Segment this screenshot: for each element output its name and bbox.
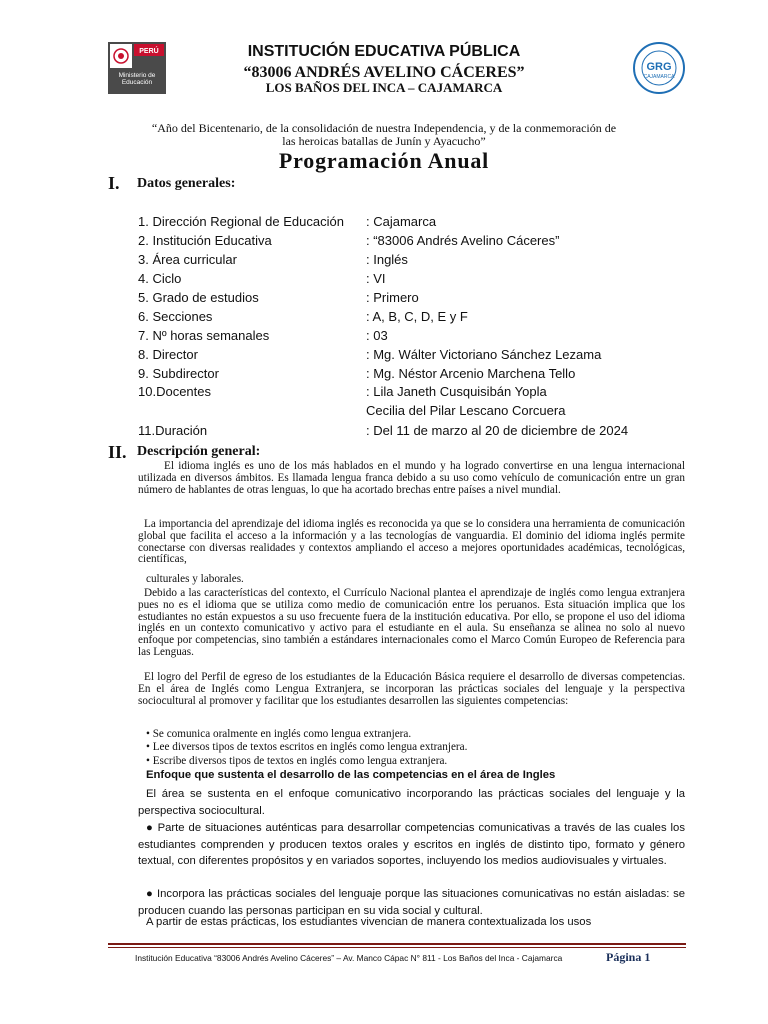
section2-title: Descripción general:	[137, 444, 261, 459]
section1-number: I.	[108, 173, 120, 193]
general-data-value: : Mg. Wálter Victoriano Sánchez Lezama	[366, 347, 602, 362]
general-data-value: : Inglés	[366, 252, 408, 267]
general-data-value: : A, B, C, D, E y F	[366, 309, 468, 324]
logo-grg-caption: CAJAMARCA	[643, 74, 675, 80]
description-paragraph-continuation: culturales y laborales.	[146, 573, 244, 585]
description-paragraph: El idioma inglés es uno de los más hablados en el mundo y ha logrado convertirse en una lengua internacional utilizada en diversos ámbitos. Es llamada lengua franca debido a su uso como vehículo de comunicación entre un gran número de hablantes de otras lenguas, lo que ha acortado brechas entre países a nivel mundial.	[138, 460, 685, 496]
section1-title: Datos generales:	[137, 176, 236, 191]
general-data-label: 1. Dirección Regional de Educación	[138, 214, 344, 229]
logo-ministry-text: Ministerio de Educación	[118, 72, 156, 86]
general-data-label: 2. Institución Educativa	[138, 233, 272, 248]
competency-item: • Se comunica oralmente en inglés como lengua extranjera.	[146, 728, 412, 740]
competency-item: • Lee diversos tipos de textos escritos en inglés como lengua extranjera.	[146, 741, 468, 753]
competency-item: • Escribe diversos tipos de textos en inglés como lengua extranjera.	[146, 755, 448, 767]
description-paragraph: Debido a las características del contexto, el Currículo Nacional plantea el aprendizaje de inglés como lengua extranjera pues no es el idioma que se utiliza como medio de comunicación entre los peruanos. Esta situación implica que los estudiantes no están expuestos a su uso frecuente fuera de la institución educativa. Por ello, se propone el uso del idioma inglés en un contexto comunicativo y activo para el estudiante en el aula. Su enseñanza se alinea no solo al nuevo enfoque por competencias, sino también a estándares internacionales como el Marco Común Europeo de Referencia para las Lenguas.	[138, 587, 685, 658]
general-data-value: : Del 11 de marzo al 20 de diciembre de 2024	[366, 423, 629, 438]
school-name: “83006 ANDRÉS AVELINO CÁCERES”	[243, 64, 525, 81]
logo-grg-text: GRG	[646, 61, 672, 73]
approach-paragraph: ● Parte de situaciones auténticas para desarrollar competencias comunicativas a través de las cuales los estudiantes comprenden y producen textos orales y escritos en inglés de distinto tipo, formato y género textual, con diferentes propósitos y en variados soportes, incluyendo los medios audiovisuales y virtuales.	[138, 822, 685, 867]
document-title: Programación Anual	[278, 148, 490, 173]
logo-country-text: PERÚ	[139, 48, 159, 55]
general-data-label: 11.Duración	[138, 423, 208, 438]
approach-paragraph: A partir de estas prácticas, los estudiantes vivencian de manera contextualizada los usos	[146, 916, 592, 928]
general-data-label: 3. Área curricular	[138, 252, 237, 267]
general-data-label: 8. Director	[138, 347, 198, 362]
general-data-value: : 03	[366, 328, 388, 343]
description-paragraph: La importancia del aprendizaje del idioma inglés es reconocida ya que se lo considera una herramienta de comunicación global que facilita el acceso a la información y a las tecnologías de vanguardia. El dominio del idioma inglés permite conectarse con diversas realidades y contextos ampliando el acceso a mejores oportunidades académicas, tecnológicas, científicas,	[138, 518, 685, 566]
approach-title: Enfoque que sustenta el desarrollo de las competencias en el área de Ingles	[146, 769, 556, 781]
school-location: LOS BAÑOS DEL INCA – CAJAMARCA	[265, 80, 503, 95]
footer-divider	[108, 943, 686, 945]
footer-address: Institución Educativa “83006 Andrés Avelino Cáceres” – Av. Manco Cápac N° 811 - Los Baños del Inca - Cajamarca	[135, 953, 563, 963]
general-data-label: 6. Secciones	[138, 309, 213, 324]
approach-paragraph: ● Incorpora las prácticas sociales del lenguaje porque las situaciones comunicativas no están aisladas: se producen cuando las personas participan en su vida social y cultural.	[138, 888, 685, 917]
institution-title: INSTITUCIÓN EDUCATIVA PÚBLICA	[247, 43, 521, 60]
general-data-value: : Primero	[366, 290, 419, 305]
general-data-label: 4. Ciclo	[138, 271, 182, 286]
general-data-value: : VI	[366, 271, 386, 286]
page-number: Página 1	[606, 950, 651, 964]
general-data-value: : “83006 Andrés Avelino Cáceres”	[366, 233, 560, 248]
general-data-label: 9. Subdirector	[138, 366, 219, 381]
description-paragraph: El logro del Perfil de egreso de los estudiantes de la Educación Básica requiere el desarrollo de diversas competencias. En el área de Inglés como Lengua Extranjera, se incorporan las prácticas sociales del lenguaje y la perspectiva sociocultural al promover y facilitar que los estudiantes desarrollen las siguientes competencias:	[138, 671, 685, 707]
general-data-value: Cecilia del Pilar Lescano Corcuera	[366, 403, 566, 418]
general-data-label: 7. Nº horas semanales	[138, 328, 270, 343]
general-data-label: 5. Grado de estudios	[138, 290, 259, 305]
year-motto: “Año del Bicentenario, de la consolidación de nuestra Independencia, y de la conmemoración de las heroicas batallas de Junín y Ayacucho”	[151, 121, 617, 148]
general-data-value: : Lila Janeth Cusquisibán Yopla	[366, 384, 547, 399]
general-data-value: : Mg. Néstor Arcenio Marchena Tello	[366, 366, 576, 381]
approach-paragraph: El área se sustenta en el enfoque comunicativo incorporando las prácticas sociales del lenguaje y la perspectiva sociocultural.	[138, 788, 685, 817]
footer-divider-thin	[108, 947, 686, 948]
general-data-label: 10.Docentes	[138, 384, 211, 399]
section2-number: II.	[108, 442, 127, 462]
general-data-value: : Cajamarca	[366, 214, 437, 229]
